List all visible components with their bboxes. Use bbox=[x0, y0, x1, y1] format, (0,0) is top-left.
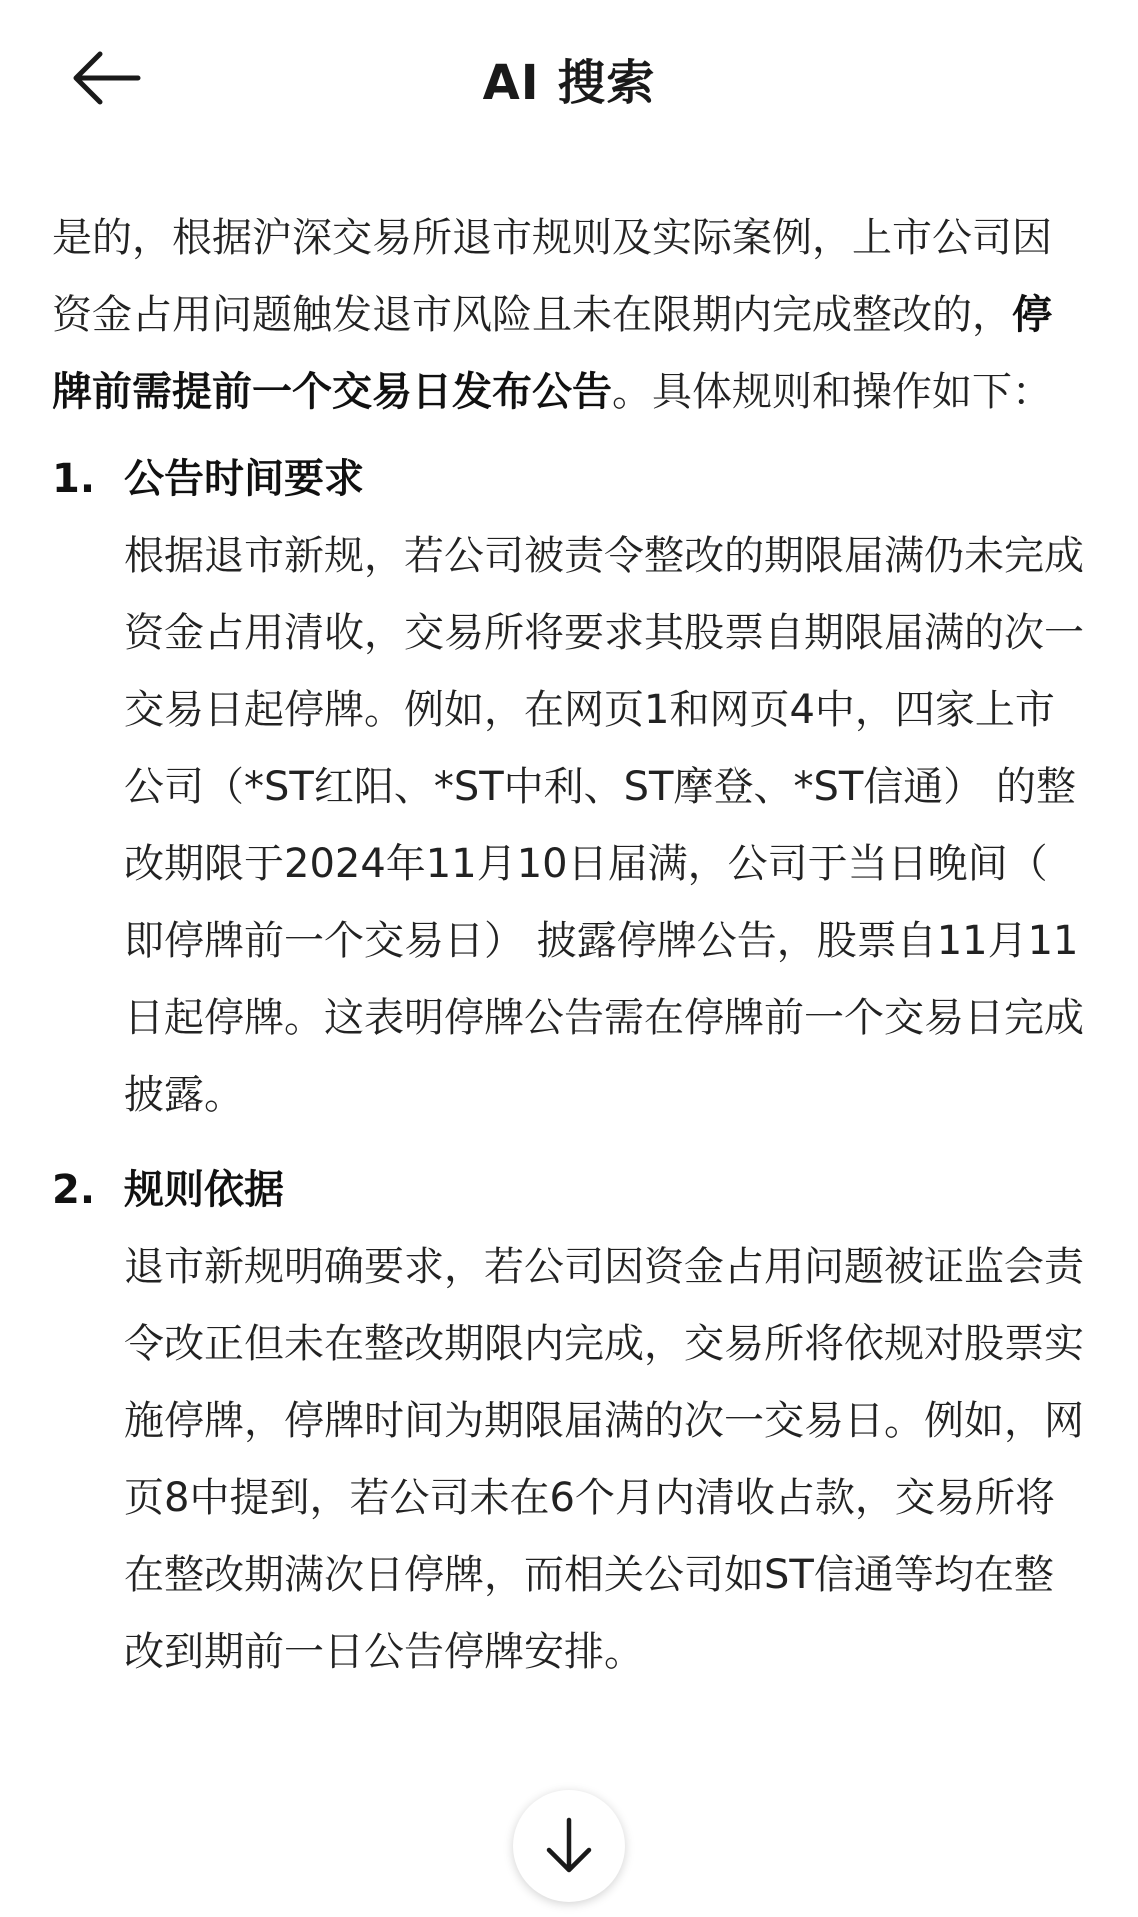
arrow-down-icon bbox=[543, 1816, 595, 1876]
top-bar bbox=[0, 0, 1138, 160]
answer-content bbox=[52, 200, 1087, 1709]
intro-paragraph bbox=[52, 200, 1087, 431]
section-rule-basis bbox=[52, 1152, 1087, 1691]
intro-text-before: 是的，根据沪深交易所退市规则及实际案例，上市公司因资金占用问题触发退市风险且未在限期内完成整改的， bbox=[52, 215, 1052, 338]
page-title: AI 搜索 bbox=[482, 55, 656, 111]
section-number: 2. bbox=[52, 1167, 96, 1213]
section-number: 1. bbox=[52, 456, 96, 502]
section-body: 退市新规明确要求，若公司因资金占用问题被证监会责令改正但未在整改期限内完成，交易所将依规对股票实施停牌，停牌时间为期限届满的次一交易日。例如，网页8中提到，若公司未在6个月内清收占款，交易所将在整改期满次日停牌，而相关公司如ST信通等均在整改到期前一日公告停牌安排。 bbox=[124, 1244, 1084, 1675]
section-announcement-time bbox=[52, 441, 1087, 1134]
section-body: 根据退市新规，若公司被责令整改的期限届满仍未完成资金占用清收，交易所将要求其股票自期限届满的次一交易日起停牌。例如，在网页1和网页4中，四家上市公司（*ST红阳、*ST中利、ST摩登、*ST信通） 的整改期限于2024年11月10日届满，公司于当日晚间（ 即停牌前一个交易日） 披露停牌公告，股票自11月11日起停牌。这表明停牌公告需在停牌前一个交易日完成披露。 bbox=[124, 533, 1084, 1118]
intro-highlight: 停牌前需提前一个交易日发布公告 bbox=[52, 292, 1052, 415]
scroll-to-bottom-button[interactable] bbox=[513, 1790, 625, 1902]
section-title: 公告时间要求 bbox=[124, 456, 364, 502]
section-title: 规则依据 bbox=[124, 1167, 284, 1213]
intro-text-after: 。具体规则和操作如下： bbox=[612, 369, 1052, 415]
